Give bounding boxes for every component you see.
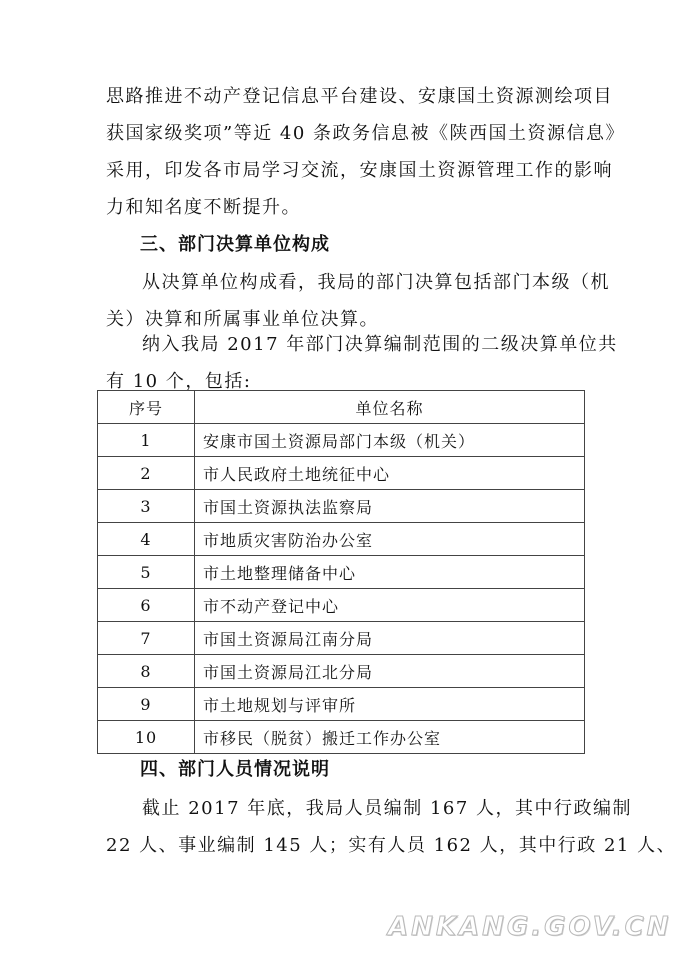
unit-name: 安康市国土资源局部门本级（机关） <box>195 424 585 457</box>
row-number: 1 <box>98 424 195 457</box>
text-line: 关）决算和所属事业单位决算。 <box>106 309 379 330</box>
table-row <box>98 523 585 556</box>
text-line: 纳入我局 2017 年部门决算编制范围的二级决算单位共 <box>142 334 618 355</box>
table-row <box>98 688 585 721</box>
text-line: 22 人、事业编制 145 人；实有人员 162 人，其中行政 21 人、 <box>106 835 677 856</box>
text-line: 从决算单位构成看，我局的部门决算包括部门本级（机 <box>142 272 610 293</box>
column-header-number: 序号 <box>98 391 195 424</box>
text-line: 有 10 个，包括: <box>106 371 252 392</box>
row-number: 6 <box>98 589 195 622</box>
table-row <box>98 556 585 589</box>
table-row <box>98 490 585 523</box>
row-number: 5 <box>98 556 195 589</box>
section-4-heading: 四、部门人员情况说明 <box>140 759 330 780</box>
unit-name: 市人民政府土地统征中心 <box>195 457 585 490</box>
row-number: 2 <box>98 457 195 490</box>
decision-units-table <box>97 390 585 754</box>
text-line: 获国家级奖项”等近 40 条政务信息被《陕西国土资源信息》 <box>106 123 626 144</box>
text-line: 采用，印发各市局学习交流，安康国土资源管理工作的影响 <box>106 160 613 181</box>
site-watermark: ANKANG.GOV.CN <box>388 912 672 942</box>
section-4-paragraph <box>106 790 677 864</box>
table-row <box>98 721 585 754</box>
row-number: 9 <box>98 688 195 721</box>
row-number: 8 <box>98 655 195 688</box>
unit-name: 市土地规划与评审所 <box>195 688 585 721</box>
intro-paragraph <box>106 78 626 226</box>
section-3-heading: 三、部门决算单位构成 <box>140 234 330 255</box>
unit-name: 市国土资源执法监察局 <box>195 490 585 523</box>
row-number: 3 <box>98 490 195 523</box>
unit-name: 市国土资源局江北分局 <box>195 655 585 688</box>
text-line: 力和知名度不断提升。 <box>106 197 301 218</box>
unit-name: 市土地整理储备中心 <box>195 556 585 589</box>
unit-name: 市国土资源局江南分局 <box>195 622 585 655</box>
table-header-row <box>98 391 585 424</box>
section-3-paragraph-2 <box>106 326 618 400</box>
unit-name: 市地质灾害防治办公室 <box>195 523 585 556</box>
row-number: 10 <box>98 721 195 754</box>
table-row <box>98 424 585 457</box>
unit-name: 市不动产登记中心 <box>195 589 585 622</box>
table-row <box>98 589 585 622</box>
table-row <box>98 457 585 490</box>
unit-name: 市移民（脱贫）搬迁工作办公室 <box>195 721 585 754</box>
column-header-unit-name: 单位名称 <box>195 391 585 424</box>
table-row <box>98 655 585 688</box>
row-number: 4 <box>98 523 195 556</box>
row-number: 7 <box>98 622 195 655</box>
text-line: 截止 2017 年底，我局人员编制 167 人，其中行政编制 <box>142 798 633 819</box>
table-row <box>98 622 585 655</box>
text-line: 思路推进不动产登记信息平台建设、安康国土资源测绘项目 <box>106 86 613 107</box>
